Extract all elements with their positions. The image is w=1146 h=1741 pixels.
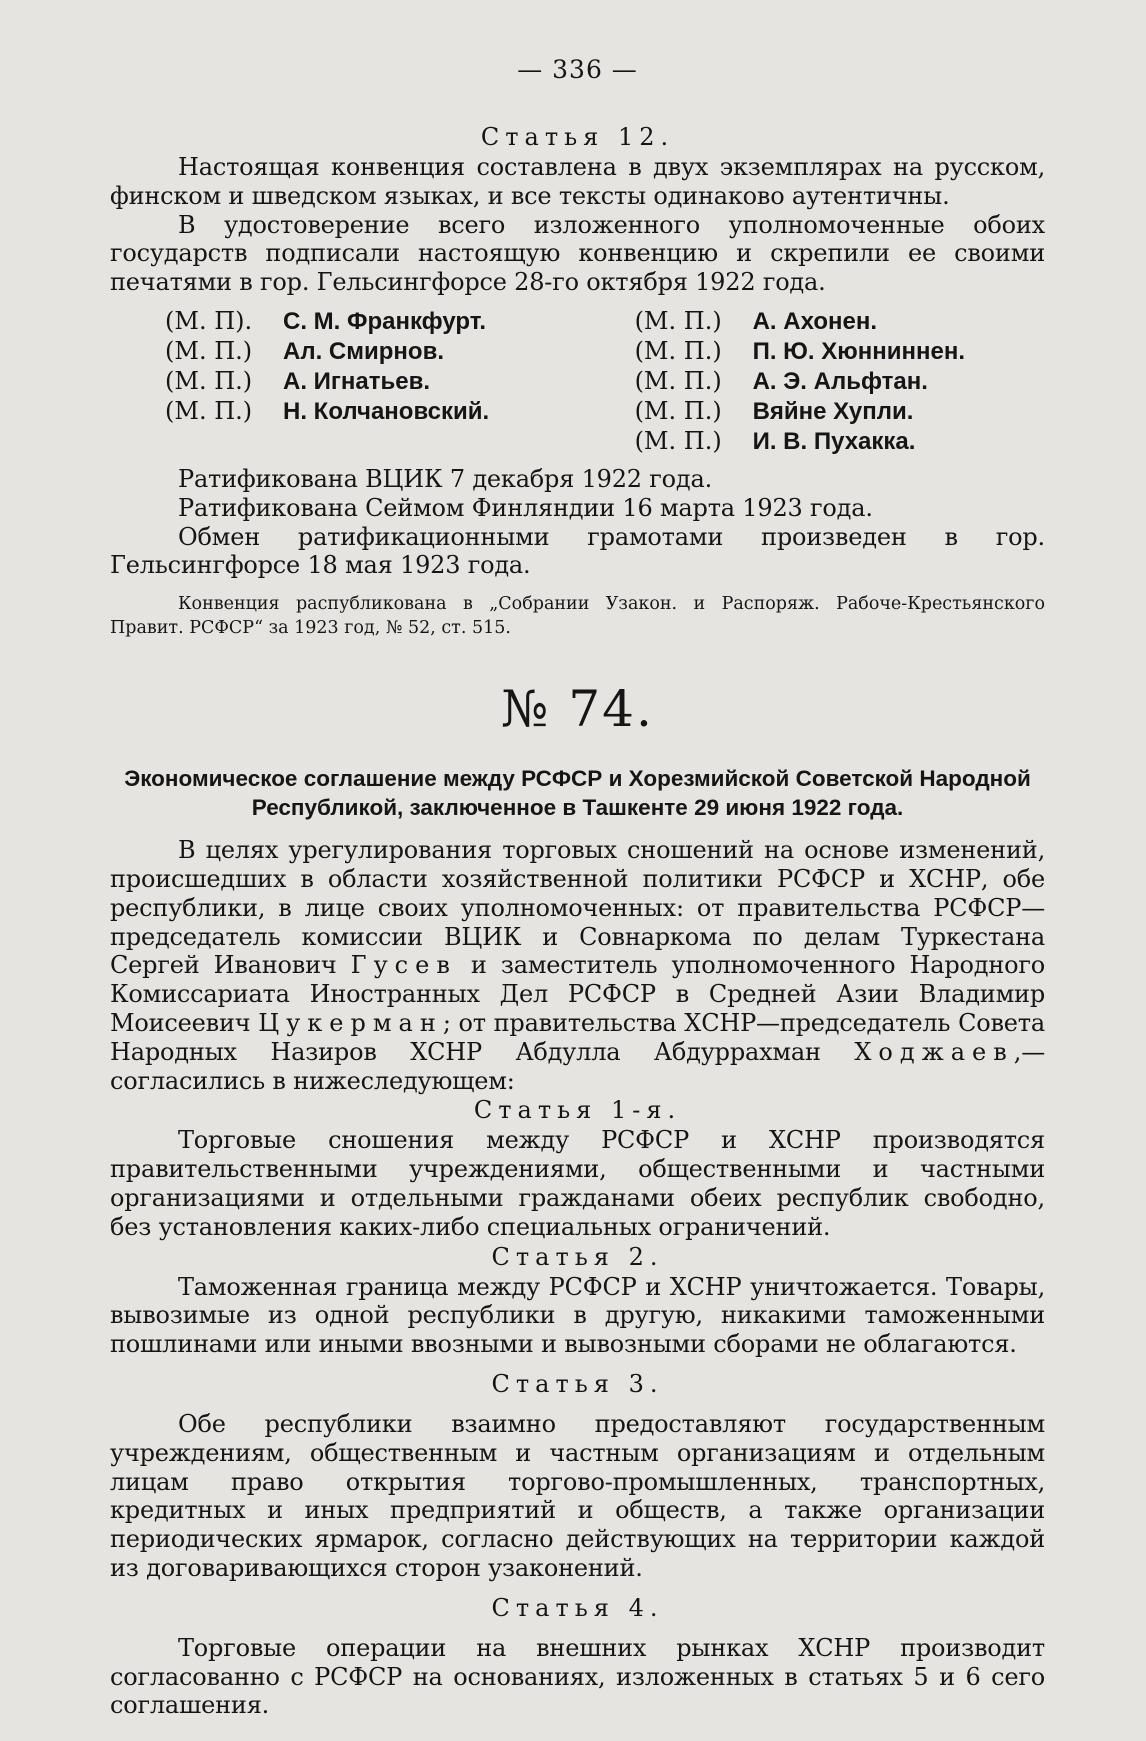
article-12-paragraph-1: Настоящая конвенция составлена в двух экземплярах на русском, финском и шведском языках, и все тексты одинаково аутентичны. [110,153,1045,210]
preamble-text: ; от правительства ХСНР—председатель Совета Народных Назиров ХСНР Абдулла Абдуррахман [110,1008,1045,1066]
seal-mark: (М. П.) [634,366,722,395]
article-3-text: Обе республики взаимно предоставляют государственным учреждениям, общественным и частным организациям и отдельным лицам право открытия торгово-промышленных, транспортных, кредитных и иных предприятий и обществ, а также организации периодических ярмарок, согласно действующих на территории каждой из договаривающихся сторон узаконений. [110,1409,1045,1582]
article-2-heading: Статья 2. [491,1242,664,1271]
signatory-name: А. Э. Альфтан. [752,367,928,395]
preamble-text: и заместитель уполномоченного Народного Комиссариата Иностранных Дел РСФСР в Средней Азии Владимир Моисеевич [110,951,1045,1037]
ratification-vtsik: Ратификована ВЦИК 7 декабря 1922 года. [178,464,713,493]
article-12-paragraph-2: В удостоверение всего изложенного уполномоченные обоих государств подписали настоящую конвенцию и скрепили ее своими печатями в гор. Гельсингфорсе 28-го октября 1922 года. [110,210,1045,297]
signature-line [165,397,489,427]
ratification-exchange: Обмен ратификационными грамотами произведен в гор. Гельсингфорсе 18 мая 1923 года. [110,522,1045,580]
seal-mark: (М. П). [165,306,253,335]
ratification-sejm: Ратификована Сеймом Финляндии 16 марта 1923 года. [178,493,873,522]
seal-mark: (М. П.) [165,396,253,425]
signatory-name: П. Ю. Хюнниннен. [752,337,965,365]
seal-mark: (М. П.) [165,336,253,365]
signatory-name: А. Ахонен. [752,307,877,335]
seal-mark: (М. П.) [634,396,722,425]
signatory-name: С. М. Франкфурт. [283,307,487,335]
signature-line [635,397,965,427]
signatory-name: Ал. Смирнов. [283,337,444,365]
article-1-heading: Статья 1-я. [473,1096,682,1125]
preamble-text: В целях урегулирования торговых сношений на основе изменений, происшедших в области хозяйственной политики РСФСР и ХСНР, обе республики, в лице своих уполномоченных: от правительства РСФСР—председатель комиссии ВЦИК и Совнаркома по делам Туркестана Сергей Иванович [110,836,1045,980]
article-1-text: Торговые сношения между РСФСР и ХСНР производятся правительственными учреждениями, общественными и частными организациями и отдельными гражданами обеих республик свободно, без установления каких-либо специальных ограничений. [110,1126,1045,1241]
signature-line [635,337,965,367]
signature-line [165,337,489,367]
seal-mark: (М. П.) [634,306,722,335]
document-number: № 74. [501,680,654,739]
article-3-heading: Статья 3. [491,1369,664,1398]
article-4-heading: Статья 4. [491,1593,664,1622]
signature-line [635,307,965,337]
spaced-name: Ходжаев [854,1037,1014,1066]
signature-line [165,367,489,397]
seal-mark: (М. П.) [634,336,722,365]
seal-mark: (М. П.) [165,366,253,395]
seal-mark: (М. П.) [634,426,722,455]
article-12-heading: Статья 12. [480,123,675,151]
spaced-name: Гусев [350,951,457,980]
signatures-block [165,307,965,457]
article-4-text: Торговые операции на внешних рынках ХСНР производит согласованно с РСФСР на основаниях, изложенных в статьях 5 и 6 сего соглашения. [110,1633,1045,1720]
signatory-name: Вяйне Хупли. [752,397,914,425]
signatory-name: А. Игнатьев. [283,367,431,395]
signature-line [635,367,965,397]
publication-note: Конвенция распубликована в „Собрании Узакон. и Распоряж. Рабоче-Крестьянского Правит. РСФСР“ за 1923 год, № 52, ст. 515. [110,594,1045,639]
page-number: — 336 — [517,55,638,84]
signature-line [635,427,965,457]
preamble [110,836,1045,1095]
signatory-name: Н. Колчановский. [283,397,490,425]
document-title: Экономическое соглашение между РСФСР и Хорезмийской Советской Народной Республикой, заключенное в Ташкенте 29 июня 1922 года. [124,766,1031,821]
spaced-name: Цукерман [258,1008,443,1037]
signatory-name: И. В. Пухакка. [752,427,916,455]
signature-line [165,307,489,337]
signatures-right-column [635,307,965,457]
preamble-text: ,—согласились в нижеследующем: [110,1037,1045,1095]
signatures-left-column [165,307,489,457]
document-page [110,55,1045,1720]
article-2-text: Таможенная граница между РСФСР и ХСНР уничтожается. Товары, вывозимые из одной республики в другую, никакими таможенными пошлинами или иными ввозными и вывозными сборами не облагаются. [110,1272,1045,1359]
